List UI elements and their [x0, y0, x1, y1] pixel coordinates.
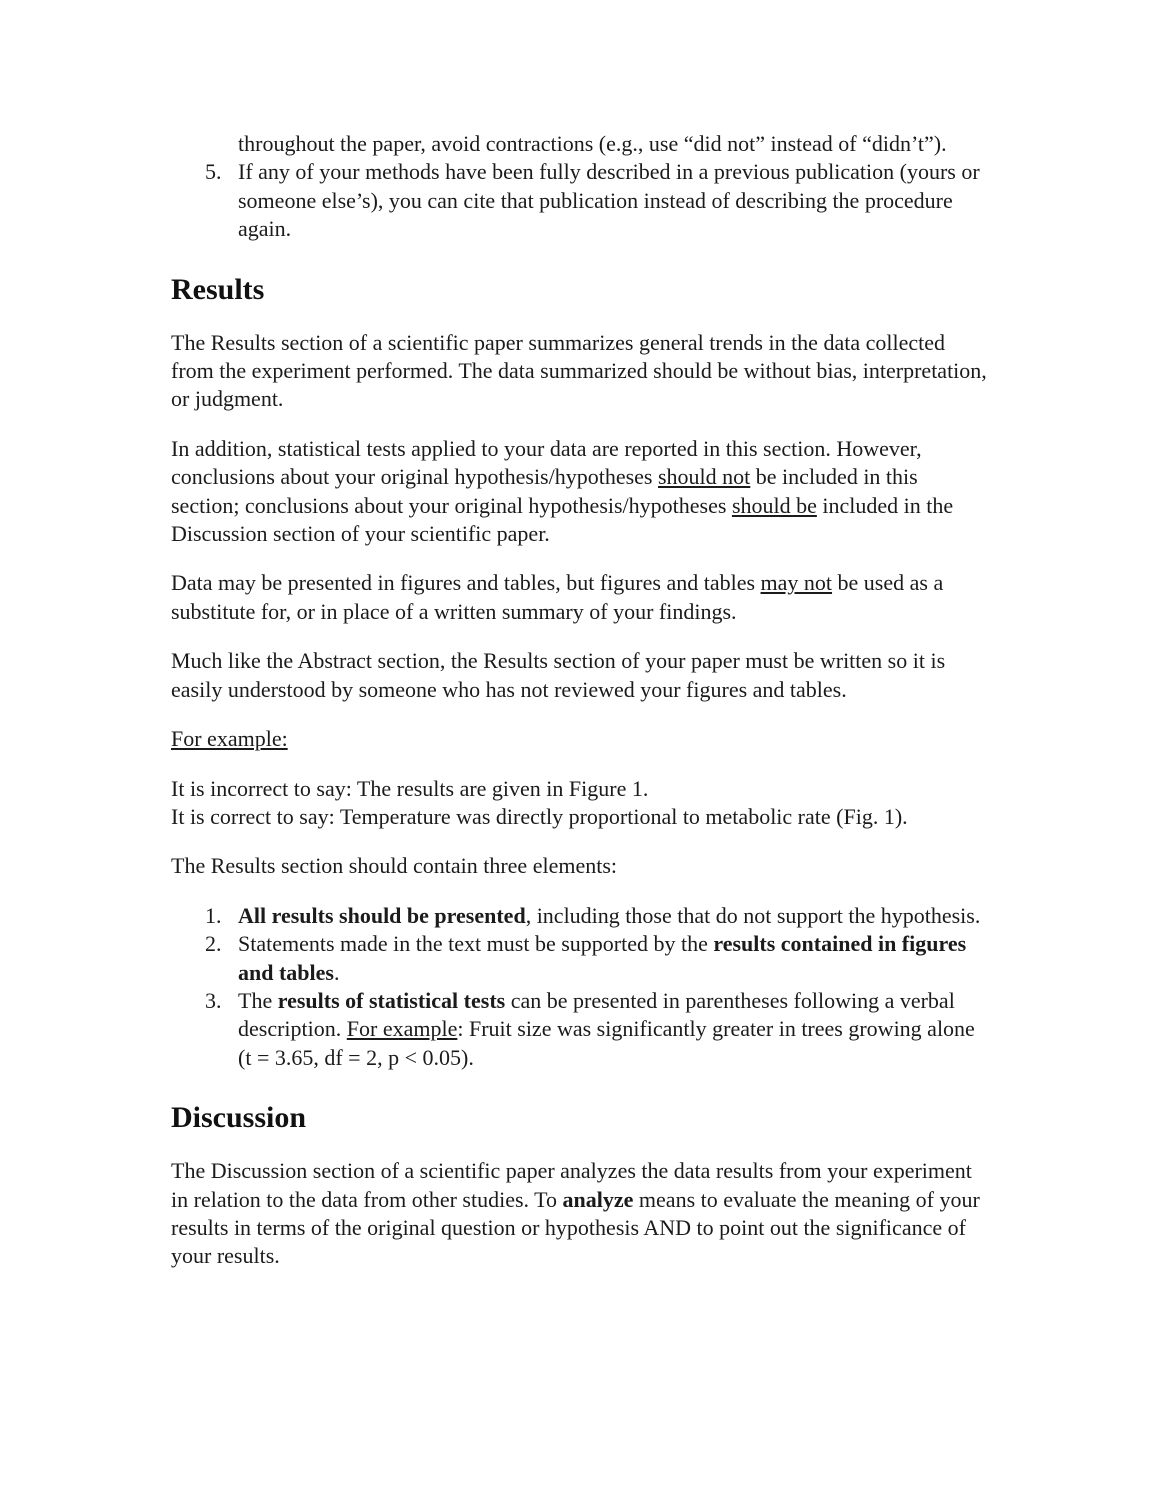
paragraph-text: Statements made in the text must be supported by the	[238, 931, 714, 957]
discussion-heading: Discussion	[171, 1101, 307, 1135]
elements-list-item-3	[171, 987, 991, 1072]
list-item-text	[238, 902, 991, 930]
list-item-text	[238, 930, 991, 987]
underlined-text: For example:	[171, 726, 288, 752]
list-item-number: 5.	[205, 159, 222, 185]
results-summary-paragraph	[171, 329, 991, 414]
paragraph-text: means to evaluate the meaning of your results in terms of the original question or hypothesis AND to point out the significance of your results.	[171, 1186, 980, 1269]
underlined-text: For example	[346, 1016, 458, 1042]
paragraph-text: The Results section should contain three elements:	[171, 853, 618, 879]
discussion-intro-paragraph	[171, 1157, 991, 1271]
methods-list-item-4-continuation	[238, 130, 991, 158]
list-item-text	[238, 987, 991, 1072]
example-correct-line: It is correct to say: Temperature was directly proportional to metabolic rate (Fig. 1).	[171, 803, 908, 829]
example-paragraph	[171, 775, 991, 832]
list-item-number: 2.	[205, 931, 222, 957]
paragraph-text: : Fruit size was significantly greater in trees growing alone (t = 3.65, df = 2, p < 0.05).	[238, 1016, 975, 1070]
list-item-number: 3.	[205, 987, 222, 1013]
paragraph-text: The Results section of a scientific paper summarizes general trends in the data collected from the experiment performed. The data summarized should be without bias, interpretation, or judgment.	[171, 329, 987, 412]
underlined-text: should not	[658, 464, 751, 490]
paragraph-text: , including those that do not support the hypothesis.	[525, 902, 981, 928]
results-abstract-paragraph	[171, 647, 991, 704]
list-item-text: If any of your methods have been fully described in a previous publication (yours or someone else’s), you can cite that publication instead of describing the procedure again.	[238, 159, 980, 242]
paragraph-text: Much like the Abstract section, the Results section of your paper must be written so it is easily understood by someone who has not reviewed your figures and tables.	[171, 648, 946, 702]
elements-list-item-2	[171, 930, 991, 987]
paragraph-text: In addition, statistical tests applied to your data are reported in this section. However, conclusions about your original hypothesis/hypotheses	[171, 435, 922, 490]
paragraph-text: be used as a substitute for, or in place of a written summary of your findings.	[171, 570, 944, 624]
example-incorrect-line: It is incorrect to say: The results are given in Figure 1.	[171, 775, 649, 801]
results-statistical-paragraph	[171, 435, 991, 549]
paragraph-text: Data may be presented in figures and tables, but figures and tables	[171, 570, 761, 596]
paragraph-text: The Discussion section of a scientific paper analyzes the data results from your experiment in relation to the data from other studies. To	[171, 1158, 972, 1212]
bold-text: results contained in figures and tables	[238, 931, 967, 985]
list-item-number: 1.	[205, 902, 222, 928]
underlined-text: may not	[760, 570, 833, 596]
bold-text: All results should be presented	[238, 902, 526, 928]
list-item-text: throughout the paper, avoid contractions (e.g., use “did not” instead of “didn’t”).	[238, 131, 947, 156]
results-elements-intro	[171, 852, 991, 880]
for-example-label	[171, 725, 991, 753]
bold-text: results of statistical tests	[277, 987, 506, 1013]
paragraph-text: be included in this section; conclusions about your original hypothesis/hypotheses	[171, 464, 918, 518]
methods-list-item-5	[171, 158, 991, 243]
paragraph-text: can be presented in parentheses following a verbal description.	[238, 987, 955, 1042]
bold-text: analyze	[562, 1186, 634, 1212]
underlined-text: should be	[731, 492, 817, 518]
results-elements-list	[171, 902, 991, 1072]
page-content	[171, 130, 991, 1271]
paragraph-text: included in the Discussion section of your scientific paper.	[171, 492, 954, 547]
elements-list-item-1	[171, 902, 991, 930]
paragraph-text: .	[333, 959, 340, 985]
paragraph-text: The	[238, 987, 278, 1013]
results-figures-paragraph	[171, 569, 991, 626]
results-heading: Results	[171, 272, 265, 306]
